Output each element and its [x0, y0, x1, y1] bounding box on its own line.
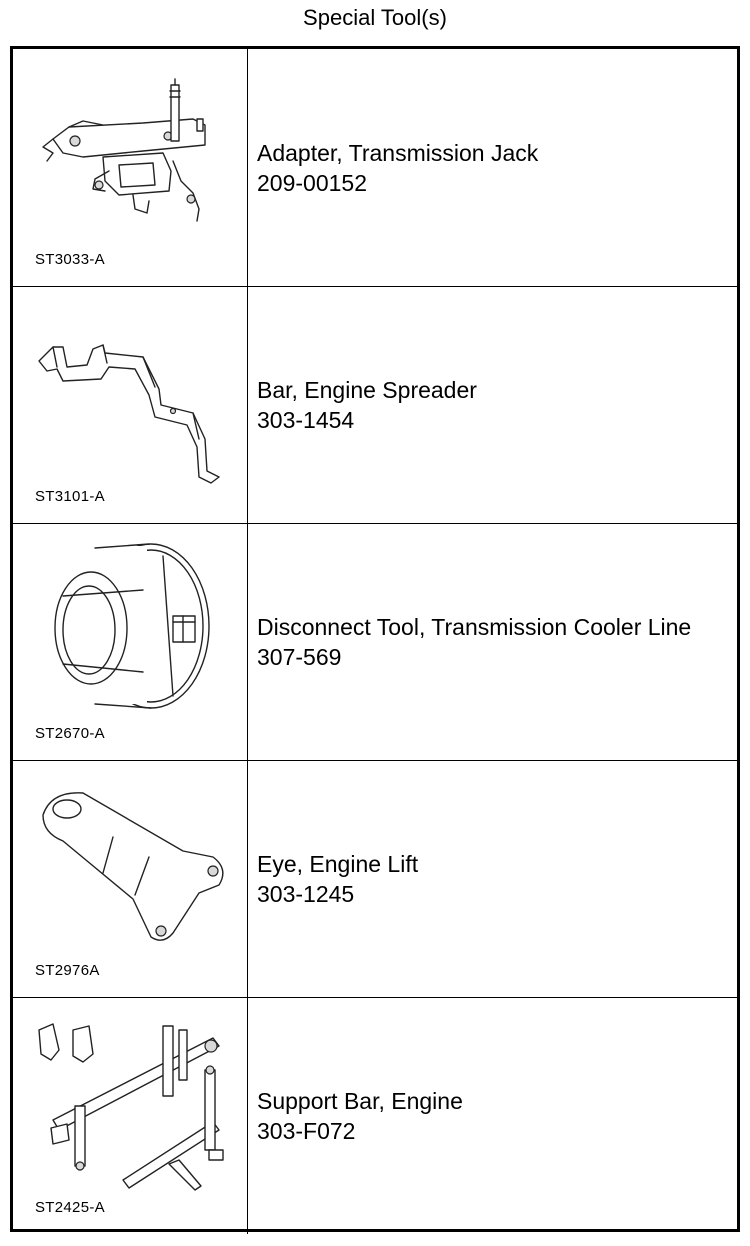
tool-image-cell — [13, 761, 248, 997]
transmission-jack-adapter-illustration — [23, 61, 238, 251]
tool-image-cell — [13, 524, 248, 760]
tool-description-cell — [257, 998, 735, 1234]
figure-label: ST3101-A — [35, 488, 105, 505]
tool-number: 303-F072 — [257, 1118, 356, 1144]
figure-label: ST2976A — [35, 962, 100, 979]
tool-image-cell — [13, 998, 248, 1234]
tool-image-cell — [13, 287, 248, 523]
tool-row — [13, 49, 737, 286]
tool-name: Eye, Engine Lift — [257, 851, 419, 877]
cooler-line-disconnect-tool-illustration — [23, 536, 238, 726]
special-tools-table — [10, 46, 740, 1232]
figure-label: ST2670-A — [35, 725, 105, 742]
tool-number: 303-1454 — [257, 407, 355, 433]
tool-row — [13, 997, 737, 1234]
page-title: Special Tool(s) — [303, 5, 447, 30]
tool-description-cell — [257, 761, 735, 997]
figure-label: ST3033-A — [35, 251, 105, 268]
tool-image-cell — [13, 49, 248, 286]
tool-description-cell — [257, 49, 735, 286]
tool-description-cell — [257, 287, 735, 523]
tool-number: 209-00152 — [257, 169, 367, 196]
engine-support-bar-illustration — [23, 1010, 238, 1200]
tool-description-cell — [257, 524, 735, 760]
tool-name: Disconnect Tool, Transmission Cooler Line — [257, 614, 692, 640]
tool-name: Adapter, Transmission Jack — [257, 139, 539, 166]
tool-number: 307-569 — [257, 644, 342, 670]
tool-row — [13, 523, 737, 760]
figure-label: ST2425-A — [35, 1199, 105, 1216]
tool-row — [13, 286, 737, 523]
tool-name: Support Bar, Engine — [257, 1088, 463, 1114]
tool-number: 303-1245 — [257, 881, 355, 907]
tool-name: Bar, Engine Spreader — [257, 377, 477, 403]
tool-row — [13, 760, 737, 997]
engine-lift-eye-illustration — [23, 773, 238, 963]
engine-spreader-bar-illustration — [23, 299, 238, 489]
